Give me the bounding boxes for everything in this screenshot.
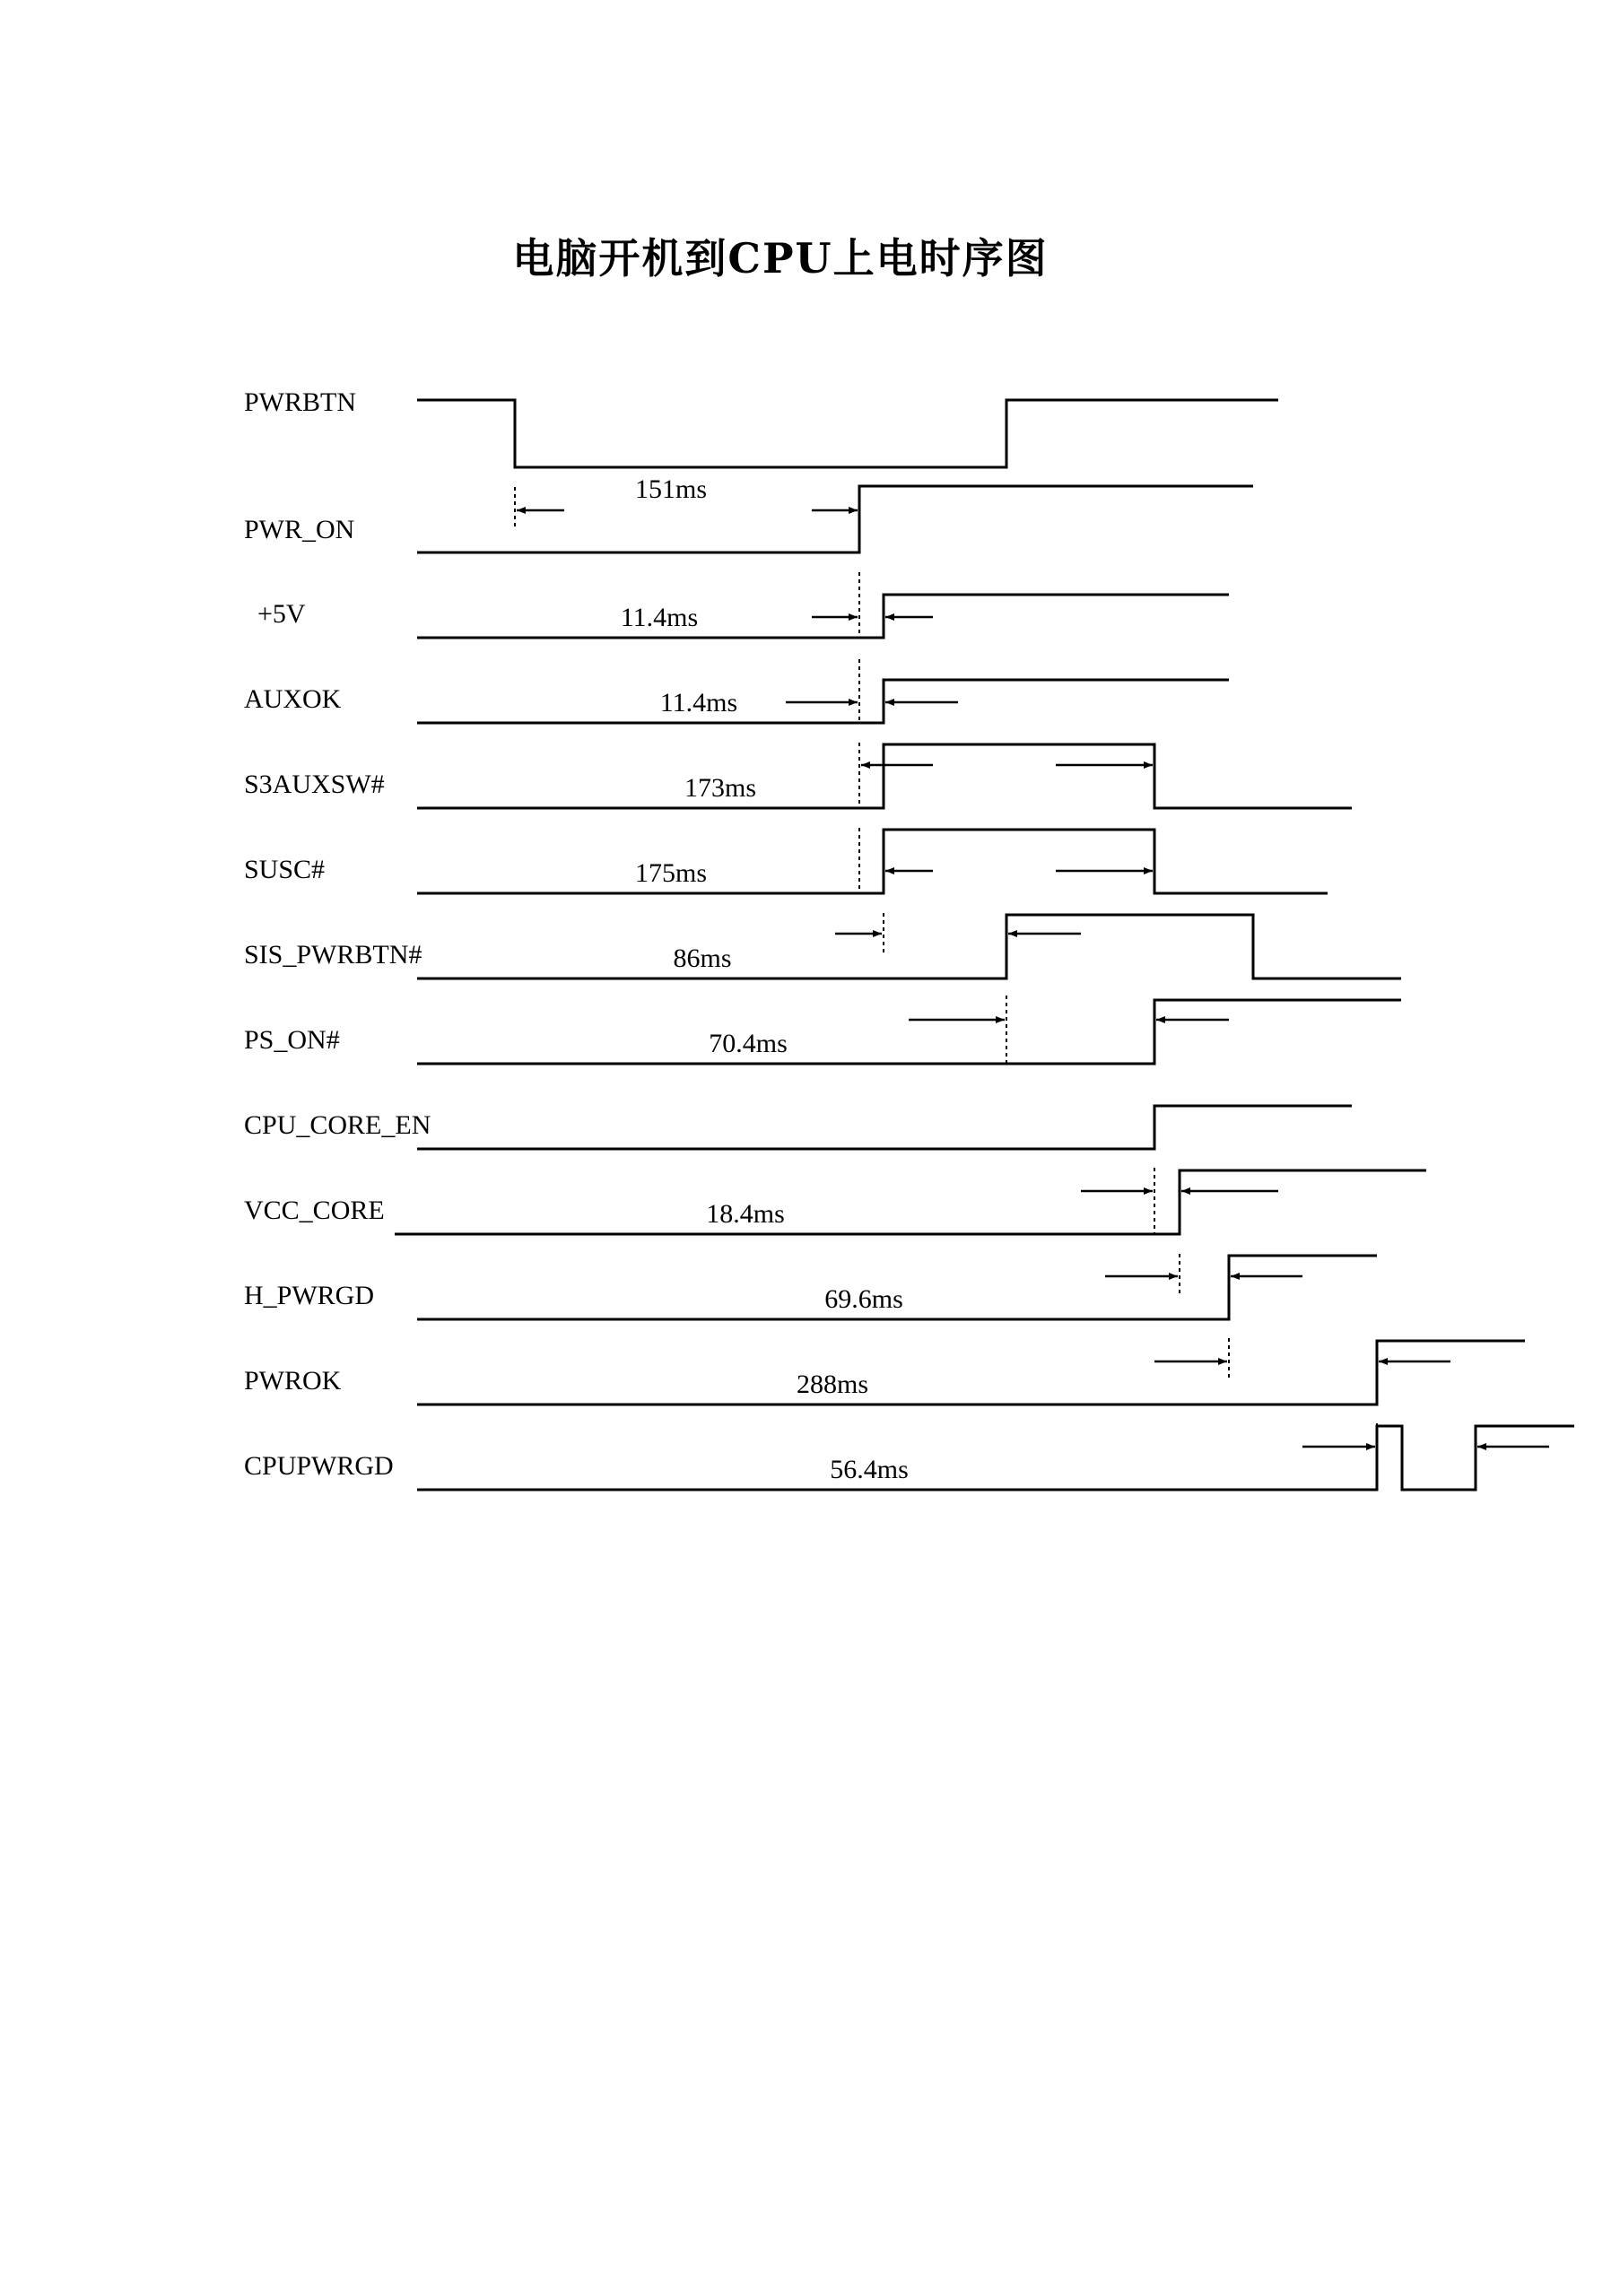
waveform-pwrok [417, 1341, 1525, 1405]
signal-label-5v: +5V [257, 599, 306, 629]
duration-label-susc: 175ms [634, 858, 708, 888]
signal-label-cpupwrgd: CPUPWRGD [244, 1451, 394, 1481]
duration-label-5v: 11.4ms [620, 603, 699, 632]
diagram-title-text: 电脑开机到CPU上电时序图 [512, 234, 1049, 283]
duration-label-auxok: 11.4ms [659, 688, 738, 718]
signal-label-ps-on: PS_ON# [244, 1025, 340, 1055]
duration-label-cpupwrgd: 56.4ms [830, 1455, 909, 1484]
waveform-ps-on [417, 1000, 1401, 1064]
signal-label-cpu-core-en: CPU_CORE_EN [244, 1110, 431, 1140]
duration-label-vcc-core: 18.4ms [706, 1199, 785, 1229]
signal-label-s3auxsw: S3AUXSW# [244, 770, 385, 799]
signal-label-pwrok: PWROK [244, 1366, 342, 1396]
duration-label-sis-pwrbtn: 86ms [673, 944, 732, 973]
waveform-pwrbtn [417, 400, 1278, 467]
waveform-cpupwrgd [417, 1426, 1574, 1490]
signal-label-vcc-core: VCC_CORE [244, 1196, 385, 1225]
signal-label-auxok: AUXOK [244, 684, 342, 714]
signal-label-h-pwrgd: H_PWRGD [244, 1281, 375, 1310]
waveform-s3auxsw [417, 744, 1352, 808]
duration-label-s3auxsw: 173ms [684, 773, 757, 803]
signal-label-susc: SUSC# [244, 855, 326, 884]
waveform-vcc-core [395, 1170, 1426, 1234]
signal-label-pwr-on: PWR_ON [244, 515, 355, 544]
waveform-cpu-core-en [417, 1106, 1352, 1149]
waveform-pwr-on [417, 486, 1253, 552]
waveform-sis-pwrbtn [417, 915, 1401, 978]
waveform-susc [417, 830, 1328, 893]
duration-label-pwrok: 288ms [796, 1370, 869, 1399]
duration-label-pwrbtn: 151ms [634, 474, 708, 504]
signal-label-pwrbtn: PWRBTN [244, 387, 357, 417]
signal-label-sis-pwrbtn: SIS_PWRBTN# [244, 940, 422, 970]
duration-label-h-pwrgd: 69.6ms [824, 1284, 903, 1314]
duration-label-ps-on: 70.4ms [709, 1029, 788, 1058]
